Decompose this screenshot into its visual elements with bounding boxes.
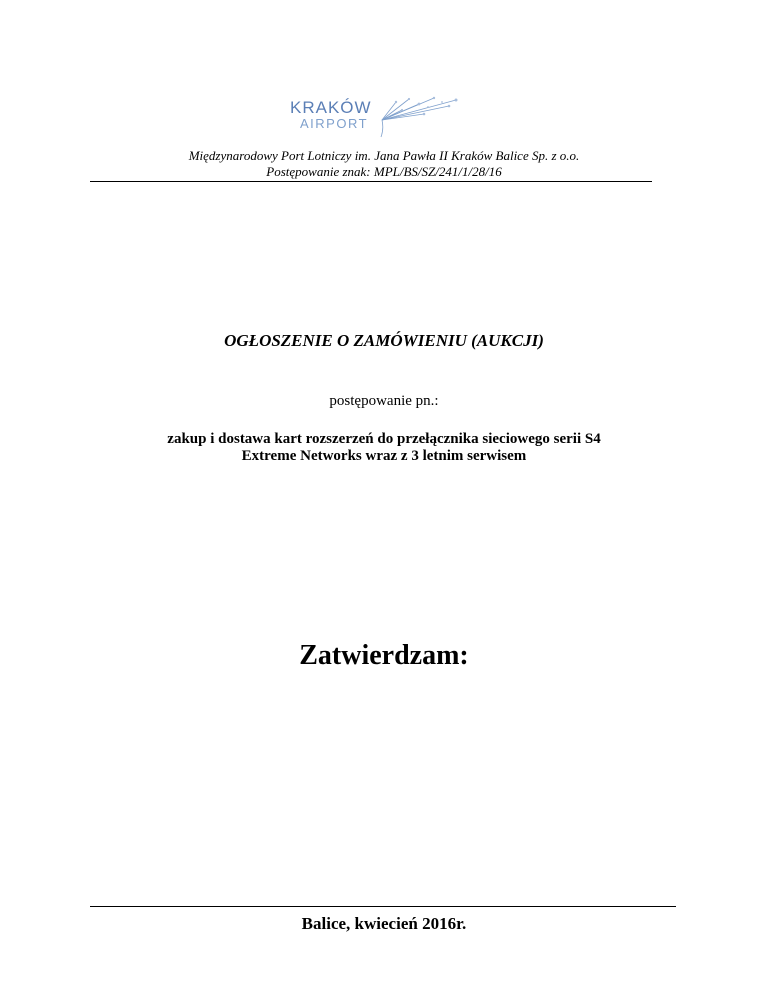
logo-line-krakow: KRAKÓW [290,98,372,117]
header-reference-number: Postępowanie znak: MPL/BS/SZ/241/1/28/16 [266,164,502,179]
subject-line-2: Extreme Networks wraz z 3 letnim serwisem [241,448,527,464]
footer-place-date: Balice, kwiecień 2016r. [301,914,467,933]
document-subtitle: postępowanie pn.: [329,393,439,409]
footer-divider [90,906,676,907]
approval-heading: Zatwierdzam: [299,640,469,671]
header-divider [90,181,652,182]
document-title: OGŁOSZENIE O ZAMÓWIENIU (AUKCJI) [224,331,544,350]
logo-line-airport: AIRPORT [300,116,369,131]
subject-line-1: zakup i dostawa kart rozszerzeń do przełącznika sieciowego serii S4 [167,431,601,447]
logo-wordmark [290,99,372,130]
header-company-name: Międzynarodowy Port Lotniczy im. Jana Pawła II Kraków Balice Sp. z o.o. [188,148,580,163]
krakow-airport-logo [284,96,464,138]
